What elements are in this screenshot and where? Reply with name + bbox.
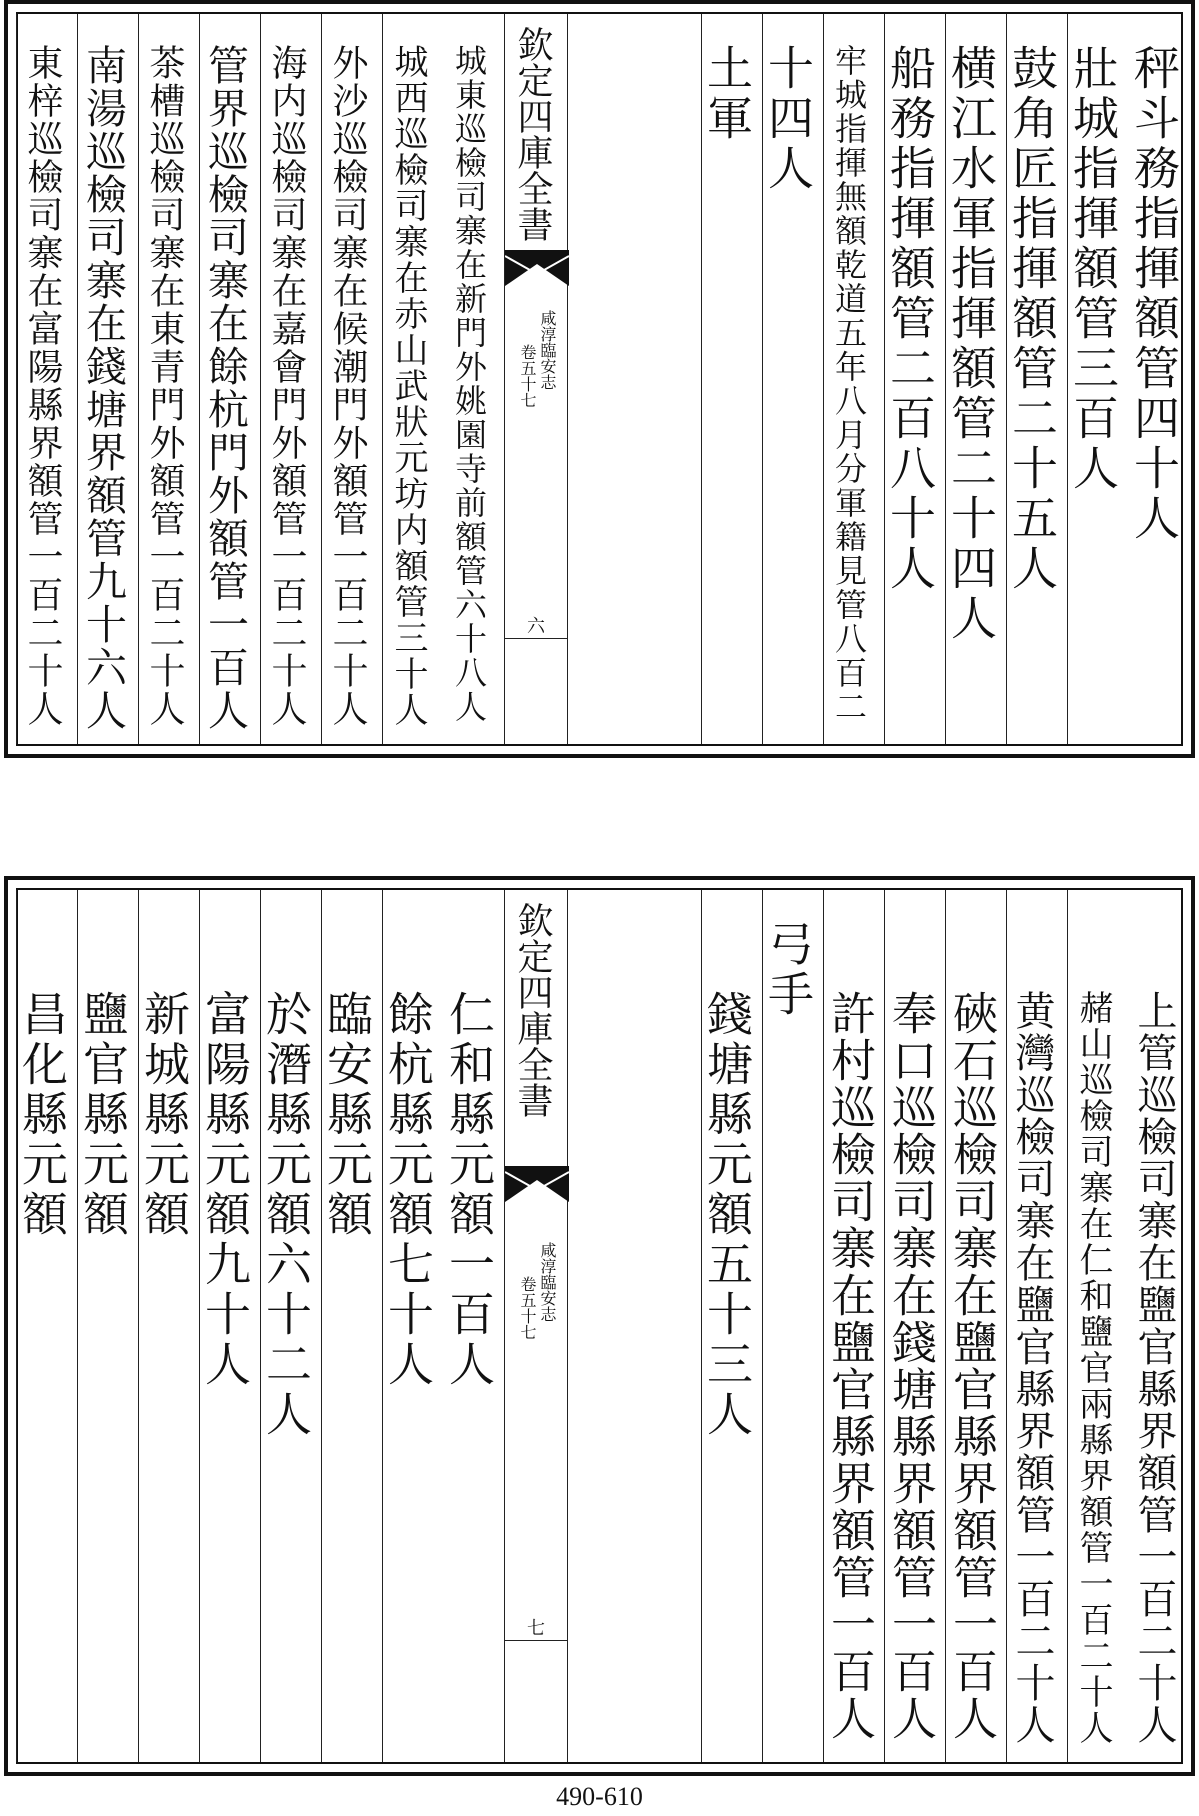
column-text: 昌化縣元額 <box>15 990 69 1240</box>
text-column <box>321 14 382 744</box>
upper-center-column <box>504 14 568 744</box>
column-text: 秤斗務指揮額管四十人 <box>1127 44 1181 544</box>
text-column <box>762 14 823 744</box>
upper-center-book: 咸淳臨安志 <box>538 310 557 390</box>
lower-center-volume: 卷五十七 <box>518 1276 537 1340</box>
column-text: 鹽官縣元額 <box>76 990 130 1240</box>
text-column <box>260 890 321 1762</box>
text-column <box>701 890 762 1762</box>
text-column <box>321 890 382 1762</box>
text-column <box>382 14 443 744</box>
column-text: 錢塘縣元額五十三人 <box>700 990 754 1440</box>
column-text: 許村巡檢司寨在鹽官縣界額管一百人 <box>823 990 876 1742</box>
column-text: 於潛縣元額六十二人 <box>259 990 313 1440</box>
column-text: 城西巡檢司寨在赤山武狀元坊内額管三十人 <box>388 44 428 728</box>
column-text: 富陽縣元額九十人 <box>198 990 252 1390</box>
column-text: 城東巡檢司寨在新門外姚園寺前額管六十八人 <box>450 44 488 724</box>
upper-page-frame <box>16 12 1183 746</box>
column-text: 仁和縣元額一百人 <box>442 990 496 1390</box>
column-text: 南湯巡檢司寨在錢塘界額管九十六人 <box>79 44 127 732</box>
text-column <box>945 890 1006 1762</box>
upper-page <box>4 0 1195 758</box>
text-column <box>945 14 1006 744</box>
lower-center-book: 咸淳臨安志 <box>538 1242 557 1322</box>
lower-page <box>4 876 1195 1776</box>
column-text: 臨安縣元額 <box>320 990 374 1240</box>
text-column <box>16 890 77 1762</box>
column-text: 東梓巡檢司寨在富陽縣界額管一百二十人 <box>22 44 63 728</box>
column-text: 硤石巡檢司寨在鹽官縣界額管一百人 <box>945 990 998 1742</box>
column-text: 牢城指揮無額乾道五年八月分軍籍見管八百二 <box>830 44 868 724</box>
text-column <box>199 890 260 1762</box>
upper-center-page-number: 六 <box>527 616 545 637</box>
lower-center-rule <box>505 1640 567 1641</box>
text-column <box>1006 890 1067 1762</box>
column-text: 弓手 <box>761 920 815 1020</box>
footer-page-number: 490-610 <box>556 1782 643 1811</box>
column-text: 鼓角匠指揮額管二十五人 <box>1005 44 1059 594</box>
text-column <box>16 14 77 744</box>
text-column <box>884 890 945 1762</box>
column-text: 上管巡檢司寨在鹽官縣界額管一百二十人 <box>1131 990 1177 1746</box>
text-column <box>138 14 199 744</box>
text-column <box>823 890 884 1762</box>
text-column <box>443 890 504 1762</box>
column-text: 十四人 <box>761 44 815 194</box>
column-text: 外沙巡檢司寨在候潮門外額管一百二十人 <box>327 44 368 728</box>
column-text: 管界巡檢司寨在餘杭門外額管一百人 <box>201 44 249 732</box>
lower-page-frame <box>16 888 1183 1764</box>
column-text: 黄灣巡檢司寨在鹽官縣界額管一百二十人 <box>1009 990 1055 1746</box>
text-column <box>762 890 823 1762</box>
text-column <box>1006 14 1067 744</box>
column-text: 横江水軍指揮額管二十四人 <box>944 44 998 644</box>
text-column <box>260 14 321 744</box>
text-column <box>701 14 762 744</box>
lower-center-column <box>504 890 568 1762</box>
text-column <box>1067 14 1128 744</box>
column-text: 壯城指揮額管三百人 <box>1066 44 1120 494</box>
upper-center-title: 欽定四庫全書 <box>512 26 553 242</box>
column-text: 海内巡檢司寨在嘉會門外額管一百二十人 <box>266 44 307 728</box>
text-column <box>77 14 138 744</box>
text-column <box>1067 890 1128 1762</box>
column-text: 餘杭縣元額七十人 <box>381 990 435 1390</box>
fishtail-ornament-icon <box>505 1166 569 1202</box>
column-text: 茶槽巡檢司寨在東青門外額管一百二十人 <box>144 44 185 728</box>
column-text: 新城縣元額 <box>137 990 191 1240</box>
text-column <box>884 14 945 744</box>
text-column <box>138 890 199 1762</box>
fishtail-ornament-icon <box>505 250 569 286</box>
column-text: 赭山巡檢司寨在仁和鹽官兩縣界額管一百二十人 <box>1073 990 1113 1746</box>
upper-center-rule <box>505 638 567 639</box>
column-text: 土軍 <box>700 44 754 144</box>
text-column <box>382 890 443 1762</box>
column-text: 船務指揮額管二百八十人 <box>883 44 937 594</box>
text-column <box>823 14 884 744</box>
column-text: 奉口巡檢司寨在錢塘縣界額管一百人 <box>884 990 937 1742</box>
upper-center-volume: 卷五十七 <box>518 344 537 408</box>
text-column <box>1128 14 1189 744</box>
text-column <box>199 14 260 744</box>
text-column <box>77 890 138 1762</box>
text-column <box>443 14 504 744</box>
text-column <box>1128 890 1189 1762</box>
lower-center-title: 欽定四庫全書 <box>512 902 553 1118</box>
lower-center-page-number: 七 <box>527 1618 545 1639</box>
